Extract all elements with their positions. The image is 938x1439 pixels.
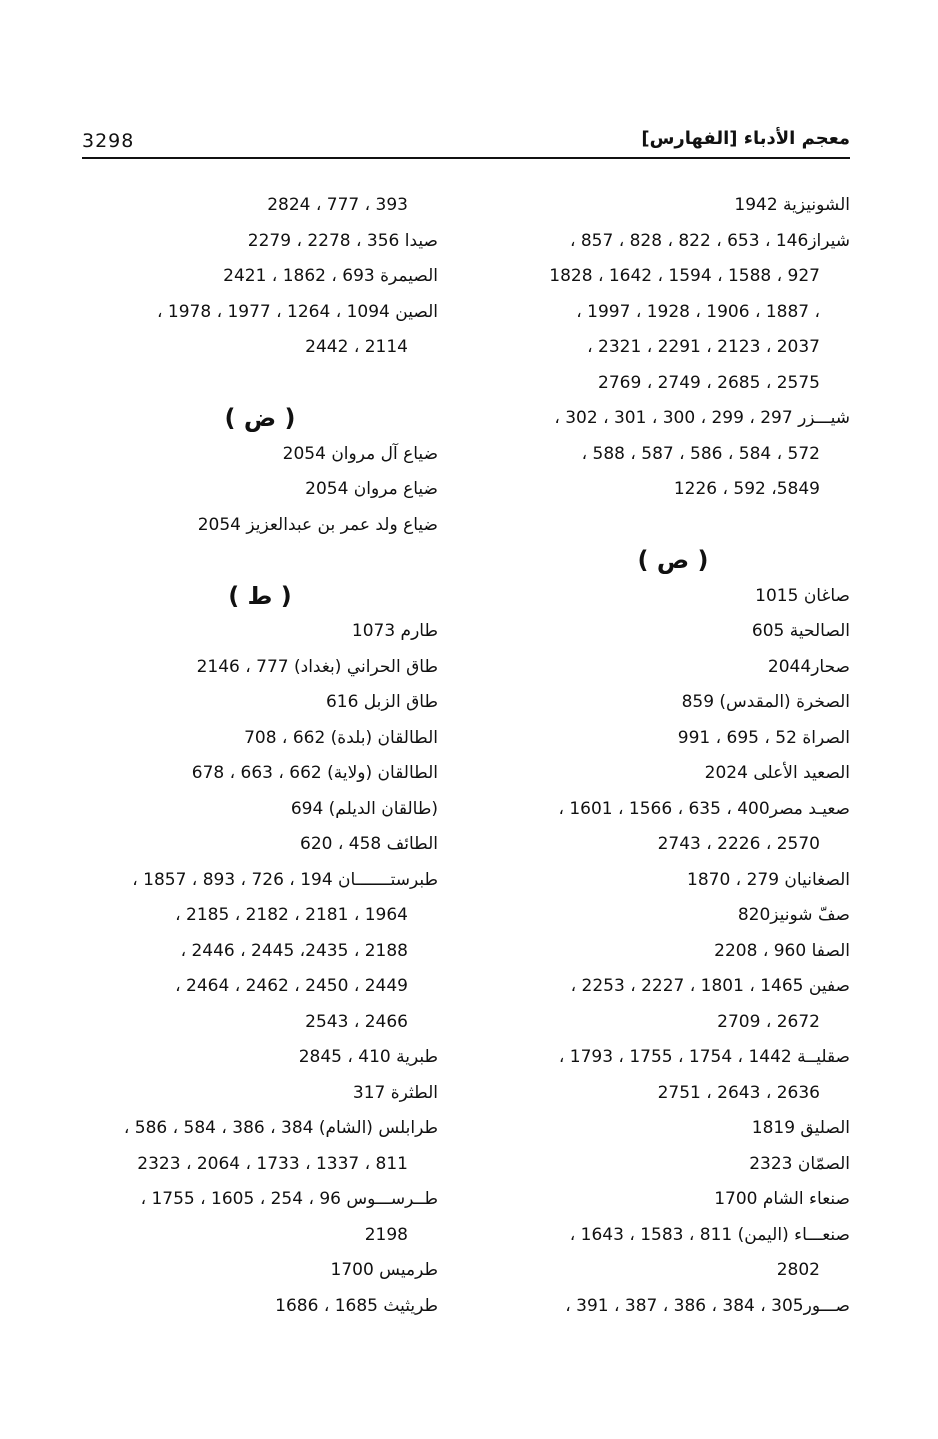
index-entry: ضياع ولد عمر بن عبدالعزيز 2054 bbox=[197, 514, 438, 535]
index-entry: صيدا 356 ، 2278 ، 2279 bbox=[247, 230, 438, 251]
page-header bbox=[82, 128, 850, 158]
index-entry: صنعاء الشام 1700 bbox=[714, 1189, 850, 1209]
index-entry: طاق الزبل 616 bbox=[325, 692, 438, 712]
index-entry: الطثرة 317 bbox=[352, 1082, 438, 1103]
index-entry-continuation: 2466 ، 2543 bbox=[305, 1011, 408, 1032]
index-entry: صعيـد مصر400 ، 635 ، 1566 ، 1601 ، bbox=[558, 798, 850, 819]
index-entry-continuation: 2802 bbox=[776, 1260, 820, 1280]
page-number: 3298 bbox=[82, 130, 135, 152]
index-entry: الصفا 960 ، 2208 bbox=[714, 940, 850, 961]
index-entry: الصين 1094 ، 1264 ، 1977 ، 1978 ، bbox=[157, 301, 438, 322]
index-entry: الصيمرة 693 ، 1862 ، 2421 bbox=[223, 266, 438, 286]
spacer bbox=[82, 543, 438, 579]
index-entry: الطالقان (بلدة) 662 ، 708 bbox=[244, 727, 438, 748]
index-entry-continuation: 2575 ، 2685 ، 2749 ، 2769 bbox=[598, 372, 820, 393]
section-heading-ta: ( ط ) bbox=[228, 581, 292, 610]
spacer bbox=[82, 366, 438, 402]
spacer bbox=[496, 508, 850, 544]
index-entry-continuation: 2188 ، 2435، 2445 ، 2446 ، bbox=[180, 940, 408, 961]
index-entry: الصليق 1819 bbox=[751, 1118, 850, 1138]
index-entry: (طالقان الديلم) 694 bbox=[290, 798, 438, 819]
index-entry: شيراز146 ، 653 ، 822 ، 828 ، 857 ، bbox=[569, 230, 850, 251]
index-entry: الطائف 458 ، 620 bbox=[300, 834, 438, 854]
index-entry: الشونيزية 1942 bbox=[734, 195, 850, 215]
index-entry-continuation: 2672 ، 2709 bbox=[717, 1011, 820, 1032]
index-entry: صحار2044 bbox=[767, 656, 850, 677]
index-entry-continuation: ، 1887 ، 1906 ، 1928 ، 1997 ، bbox=[576, 301, 820, 322]
index-entry-continuation: 5849، 592 ، 1226 bbox=[673, 479, 820, 499]
index-entry: صفّ شونيز820 bbox=[737, 905, 850, 925]
index-entry: صقليــة 1442 ، 1754 ، 1755 ، 1793 ، bbox=[558, 1047, 850, 1067]
index-entry-continuation: 811 ، 1337 ، 1733 ، 2064 ، 2323 bbox=[137, 1153, 408, 1174]
running-title: معجم الأدباء [الفهارس] bbox=[641, 128, 850, 149]
index-entry-continuation: 2198 bbox=[364, 1224, 408, 1245]
index-entry: صاغان 1015 bbox=[755, 585, 850, 606]
index-entry-continuation: 572 ، 584 ، 586 ، 587 ، 588 ، bbox=[581, 443, 820, 464]
index-entry: طــرســـوس 96 ، 254 ، 1605 ، 1755 ، bbox=[140, 1189, 438, 1209]
index-entry-continuation: 2636 ، 2643 ، 2751 bbox=[657, 1082, 820, 1103]
index-entry-continuation: 2114 ، 2442 bbox=[305, 337, 408, 357]
index-entry: طبرية 410 ، 2845 bbox=[298, 1047, 438, 1067]
index-entry: الصراة 52 ، 695 ، 991 bbox=[677, 727, 850, 748]
index-entry: الصعيد الأعلى 2024 bbox=[704, 763, 850, 783]
index-entry-continuation: 1964 ، 2181 ، 2182 ، 2185 ، bbox=[175, 905, 408, 925]
index-entry-continuation: 927 ، 1588 ، 1594 ، 1642 ، 1828 bbox=[549, 266, 820, 286]
header-rule bbox=[82, 157, 850, 159]
index-entry: شيـــزر 297 ، 299 ، 300 ، 301 ، 302 ، bbox=[554, 408, 850, 428]
right-column bbox=[496, 188, 850, 1324]
index-entry: طرميس 1700 bbox=[330, 1260, 438, 1280]
index-entry: صـــور305 ، 384 ، 386 ، 387 ، 391 ، bbox=[565, 1295, 850, 1316]
index-entry: طاق الحراني (بغداد) 777 ، 2146 bbox=[196, 656, 438, 677]
left-column bbox=[82, 188, 438, 1324]
index-entry-continuation: 2570 ، 2226 ، 2743 bbox=[657, 834, 820, 854]
index-entry: الصغانيان 279 ، 1870 bbox=[687, 869, 850, 890]
index-entry: طارم 1073 bbox=[351, 621, 438, 641]
index-entry: صفين 1465 ، 1801 ، 2227 ، 2253 ، bbox=[570, 976, 850, 996]
index-entry: ضياع آل مروان 2054 bbox=[282, 443, 438, 464]
index-entry: الصخرة (المقدس) 859 bbox=[681, 692, 850, 712]
index-entry: طريثيث 1685 ، 1686 bbox=[275, 1295, 438, 1316]
index-entry: طبرستـــــــان 194 ، 726 ، 893 ، 1857 ، bbox=[132, 869, 438, 890]
index-entry-continuation: 2449 ، 2450 ، 2462 ، 2464 ، bbox=[175, 976, 408, 996]
index-entry: الطالقان (ولاية) 662 ، 663 ، 678 bbox=[191, 763, 438, 783]
section-heading-dad: ( ض ) bbox=[224, 404, 296, 432]
index-entry: الصالحية 605 bbox=[751, 621, 850, 641]
index-entry-continuation: 393 ، 777 ، 2824 bbox=[267, 195, 408, 215]
index-entry: الصمّان 2323 bbox=[749, 1153, 850, 1174]
index-entry: ضياع مروان 2054 bbox=[305, 479, 438, 499]
index-entry-continuation: 2037 ، 2123 ، 2291 ، 2321 ، bbox=[587, 337, 820, 357]
section-heading-sad: ( ص ) bbox=[637, 546, 709, 574]
index-entry: طرابلس (الشام) 384 ، 386 ، 584 ، 586 ، bbox=[123, 1118, 438, 1138]
index-entry: صنعـــاء (اليمن) 811 ، 1583 ، 1643 ، bbox=[569, 1224, 850, 1245]
